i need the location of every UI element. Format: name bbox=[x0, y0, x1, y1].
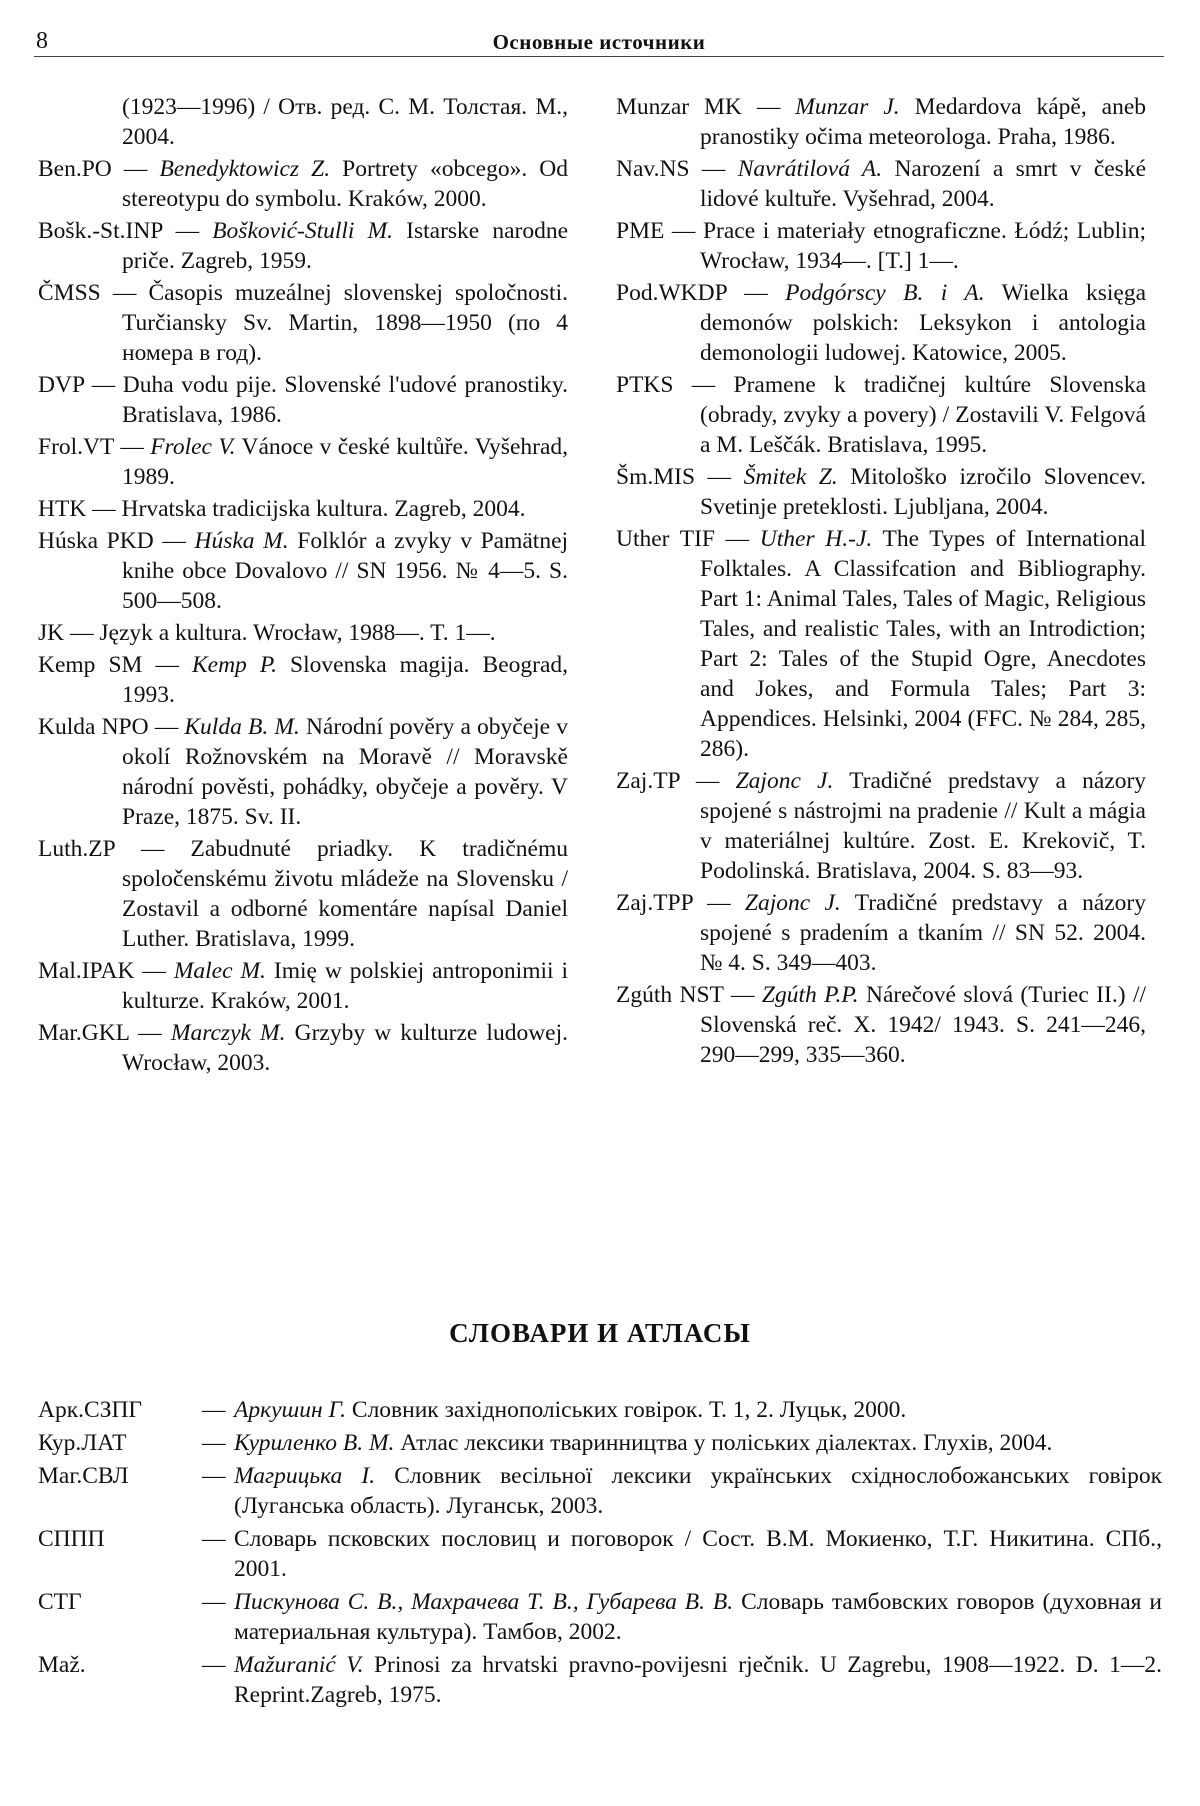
page-number: 8 bbox=[36, 28, 48, 54]
entry-abbreviation: Zaj.TPP bbox=[616, 890, 693, 916]
entry-abbreviation: Nav.NS bbox=[616, 156, 690, 182]
entry-text: Medardova kápě, aneb pranostiky očima meteorologa. Praha, 1986. bbox=[700, 94, 1147, 150]
dictionary-entry bbox=[38, 1524, 1162, 1584]
entry-text: The Types of International Folktales. A Classifcation and Bibliography. Part 1: Animal Tales, Tales of Magic, Religious Tales, and realistic Tales, with an Introdiction; Part 2: Tales of the Stupid Ogre, Anecdotes and Jokes, and Formula Tales; Part 3: Appendices. Helsinki, 2004 (FFC. № 284, 285, 286). bbox=[700, 526, 1146, 762]
running-head: Основные источники bbox=[492, 30, 706, 54]
entry-abbreviation: Mar.GKL bbox=[38, 1020, 130, 1046]
dict-author: Пискунова С. В., Махрачева Т. В., Губарева В. В. bbox=[234, 1589, 734, 1615]
bib-entry: Šm.MIS — Šmitek Z. Mitološko izročilo Slovencev. Svetinje preteklosti. Ljubljana, 2004. bbox=[616, 464, 1147, 520]
entry-text: Národní pověry a obyčeje v okolí Rožnovském na Moravě // Moravskě národní pověsti, pohádky, obyčeje a pověry. V Praze, 1875. Sv. II. bbox=[122, 714, 569, 830]
bib-entry: Ben.PO — Benedyktowicz Z. Portrety «obcego». Od stereotypu do symbolu. Kraków, 2000. bbox=[38, 156, 568, 212]
dict-text: Словарь псковских пословиц и поговорок / Сост. В.М. Мокиенко, Т.Г. Никитина. СПб., 2001. bbox=[234, 1526, 1162, 1582]
bib-entry bbox=[38, 92, 568, 152]
bib-entry: Zgúth NST — Zgúth P.P. Nárečové slová (Turiec II.) // Slovenská reč. X. 1942/ 1943. S. 241—246, 290—299, 335—360. bbox=[616, 982, 1147, 1068]
dict-text: Атлас лексики тваринництва у поліських діалектах. Глухів, 2004. bbox=[400, 1430, 1053, 1456]
page-header bbox=[34, 28, 1164, 57]
dict-dash: — bbox=[202, 1526, 226, 1552]
bib-entry: DVP — Duha vodu pije. Slovenské l'udové pranostiky. Bratislava, 1986. bbox=[38, 372, 568, 428]
bib-entry: PTKS — Pramene k tradičnej kultúre Slovenska (obrady, zvyky a povery) / Zostavili V. Felgová a M. Leščák. Bratislava, 1995. bbox=[616, 372, 1146, 458]
dictionary-entry bbox=[38, 1428, 1162, 1458]
dict-dash: — bbox=[202, 1463, 226, 1489]
dict-text-block bbox=[234, 1650, 1162, 1710]
bib-entry: Kemp SM — Kemp P. Slovenska magija. Beograd, 1993. bbox=[38, 652, 569, 708]
entry-abbreviation: Zaj.TP bbox=[616, 768, 680, 794]
dictionary-list bbox=[38, 1395, 1162, 1713]
dict-abbreviation: СППП bbox=[38, 1526, 105, 1552]
dict-text-block bbox=[234, 1587, 1162, 1647]
entry-abbreviation: DVP bbox=[38, 372, 85, 398]
bib-entry: Mar.GKL — Marczyk M. Grzyby w kulturze ludowej. Wrocław, 2003. bbox=[38, 1020, 569, 1076]
entry-text: (1923—1996) / Отв. ред. С. М. Толстая. М., 2004. bbox=[122, 94, 568, 150]
entry-abbreviation: HTK bbox=[38, 496, 87, 522]
dict-text: Словник весільної лексики українських східнослобожанських говірок (Луганська область). Луганськ, 2003. bbox=[234, 1463, 1162, 1519]
dict-author: Куриленко В. М. bbox=[234, 1430, 395, 1456]
dict-text: Prinosi za hrvatski pravno-povijesni rječnik. U Zagrebu, 1908—1922. D. 1—2. Reprint.Zagreb, 1975. bbox=[234, 1652, 1162, 1708]
dict-author: Магрицька І. bbox=[234, 1463, 376, 1489]
entry-text: Folklór a zvyky v Pamätnej knihe obce Dovalovo // SN 1956. № 4—5. S. 500—508. bbox=[122, 528, 569, 614]
entry-text: Hrvatska tradicijska kultura. Zagreb, 2004. bbox=[121, 496, 526, 522]
dict-text: Словник західнополіських говірок. Т. 1, 2. Луцьк, 2000. bbox=[351, 1397, 907, 1423]
entry-abbreviation: Ben.PO bbox=[38, 156, 112, 182]
entry-author: Navrátilová A. bbox=[737, 156, 883, 182]
bib-entry: Húska PKD — Húska M. Folklór a zvyky v Pamätnej knihe obce Dovalovo // SN 1956. № 4—5. S. 500—508. bbox=[38, 528, 569, 614]
entry-abbreviation: Kulda NPO bbox=[38, 714, 149, 740]
dictionary-entry bbox=[38, 1650, 1162, 1710]
dict-abbreviation: Арк.СЗПГ bbox=[38, 1397, 143, 1423]
bib-entry: Zaj.TPP — Zajonc J. Tradičné predstavy a názory spojené s pradením a tkaním // SN 52. 2004. № 4. S. 349—403. bbox=[616, 890, 1147, 976]
entry-text: Zabudnuté priadky. K tradičnému spoločenskému životu mládeže na Slovensku / Zostavil a odborné komentáre napísal Daniel Luther. Bratislava, 1999. bbox=[122, 836, 568, 952]
entry-abbreviation: Pod.WKDP bbox=[616, 280, 727, 306]
bib-entry: JK — Język a kultura. Wrocław, 1988—. T. 1—. bbox=[38, 620, 496, 646]
dict-abbreviation: СТГ bbox=[38, 1589, 82, 1615]
dict-dash: — bbox=[202, 1430, 226, 1456]
entry-author: Kulda B. M. bbox=[184, 714, 300, 740]
entry-abbreviation: Bošk.-St.INP bbox=[38, 218, 163, 244]
section-title: СЛОВАРИ И АТЛАСЫ bbox=[449, 1318, 751, 1348]
entry-abbreviation: Mal.IPAK bbox=[38, 958, 135, 984]
entry-author: Zgúth P.P. bbox=[761, 982, 859, 1008]
entry-author: Benedyktowicz Z. bbox=[159, 156, 331, 182]
entry-abbreviation: ČMSS bbox=[38, 280, 101, 306]
entry-text: Wielka księga demonów polskich: Leksykon i antologia demonologii ludowej. Katowice, 2005. bbox=[700, 280, 1147, 366]
dict-text-block bbox=[234, 1524, 1162, 1584]
bib-entry: Nav.NS — Navrátilová A. Narození a smrt v české lidové kultuře. Vyšehrad, 2004. bbox=[616, 156, 1147, 212]
entry-abbreviation: Uther TIF bbox=[616, 526, 715, 552]
entry-text: Narození a smrt v české lidové kultuře. Vyšehrad, 2004. bbox=[700, 156, 1147, 212]
entry-text: Časopis muzeálnej slovenskej spoločnosti. Turčiansky Sv. Martin, 1898—1950 (по 4 номера в год). bbox=[122, 280, 568, 366]
entry-abbreviation: PTKS bbox=[616, 372, 674, 398]
dict-text-block bbox=[234, 1395, 1162, 1425]
entry-text: Slovenska magija. Beograd, 1993. bbox=[122, 652, 569, 708]
dict-dash: — bbox=[202, 1652, 226, 1678]
bib-entry: Mal.IPAK — Malec M. Imię w polskiej antroponimii i kulturze. Kraków, 2001. bbox=[38, 958, 569, 1014]
dict-text: Словарь тамбовских говоров (духовная и материальная культура). Тамбов, 2002. bbox=[234, 1589, 1162, 1645]
dict-author: Аркушин Г. bbox=[234, 1397, 347, 1423]
bib-entry: Uther TIF — Uther H.-J. The Types of International Folktales. A Classifcation and Bibliography. Part 1: Animal Tales, Tales of Magic, Religious Tales, and realistic Tales, with an Introdiction; Part 2: Tales of the Stupid Ogre, Anecdotes and Jokes, and Formula Tales; Part 3: Appendices. Helsinki, 2004 (FFC. № 284, 285, 286). bbox=[616, 526, 1146, 762]
dictionary-entry bbox=[38, 1587, 1162, 1647]
entry-author: Munzar J. bbox=[795, 94, 900, 120]
dict-dash: — bbox=[202, 1397, 226, 1423]
entry-author: Zajonc J. bbox=[735, 768, 834, 794]
entry-author: Kemp P. bbox=[191, 652, 278, 678]
dict-abbreviation: Кур.ЛАТ bbox=[38, 1430, 127, 1456]
entry-text: Portrety «obcego». Od stereotypu do symbolu. Kraków, 2000. bbox=[122, 156, 568, 212]
entry-author: Šmitek Z. bbox=[743, 464, 838, 490]
bib-entry: ČMSS — Časopis muzeálnej slovenskej spoločnosti. Turčiansky Sv. Martin, 1898—1950 (по 4 номера в год). bbox=[38, 280, 568, 366]
entry-text: Mitološko izročilo Slovencev. Svetinje preteklosti. Ljubljana, 2004. bbox=[700, 464, 1147, 520]
entry-abbreviation: Šm.MIS bbox=[616, 464, 696, 490]
left-column bbox=[38, 92, 568, 1080]
entry-text: Pramene k tradičnej kultúre Slovenska (obrady, zvyky a povery) / Zostavili V. Felgová a M. Leščák. Bratislava, 1995. bbox=[700, 372, 1146, 458]
entry-abbreviation: PME bbox=[616, 218, 665, 244]
entry-abbreviation: Munzar MK bbox=[616, 94, 742, 120]
dict-abbreviation: Maž. bbox=[38, 1652, 86, 1678]
entry-text: Język a kultura. Wrocław, 1988—. T. 1—. bbox=[99, 620, 496, 646]
entry-abbreviation: Luth.ZP bbox=[38, 836, 115, 862]
dict-text-block bbox=[234, 1461, 1162, 1521]
bib-entry: Zaj.TP — Zajonc J. Tradičné predstavy a názory spojené s nástrojmi na pradenie // Kult a mágia v materiálnej kultúre. Zost. E. Krekovič, T. Podolinská. Bratislava, 2004. S. 83—93. bbox=[616, 768, 1147, 884]
entry-author: Húska M. bbox=[194, 528, 289, 554]
entry-text: Istarske narodne priče. Zagreb, 1959. bbox=[122, 218, 569, 274]
entry-author: Zajonc J. bbox=[744, 890, 841, 916]
bib-entry: Frol.VT — Frolec V. Vánoce v české kultůře. Vyšehrad, 1989. bbox=[38, 434, 569, 490]
entry-text: Prace i materiały etnograficzne. Łódź; Lublin; Wrocław, 1934—. [T.] 1—. bbox=[700, 218, 1146, 274]
entry-text: Tradičné predstavy a názory spojené s nástrojmi na pradenie // Kult a mágia v materiálnej kultúre. Zost. E. Krekovič, T. Podolinská. Bratislava, 2004. S. 83—93. bbox=[700, 768, 1147, 884]
entry-abbreviation: JK bbox=[38, 620, 65, 646]
entry-text: Grzyby w kulturze ludowej. Wrocław, 2003. bbox=[122, 1020, 569, 1076]
dictionary-entry bbox=[38, 1461, 1162, 1521]
bib-entry: Bošk.-St.INP — Bošković-Stulli M. Istarske narodne priče. Zagreb, 1959. bbox=[38, 218, 569, 274]
right-column bbox=[616, 92, 1146, 1072]
entry-text: Imię w polskiej antroponimii i kulturze. Kraków, 2001. bbox=[122, 958, 569, 1014]
dict-dash: — bbox=[202, 1589, 226, 1615]
bib-entry: Munzar MK — Munzar J. Medardova kápě, aneb pranostiky očima meteorologa. Praha, 1986. bbox=[616, 94, 1147, 150]
bib-entry: Luth.ZP — Zabudnuté priadky. K tradičnému spoločenskému životu mládeže na Slovensku / Zostavil a odborné komentáre napísal Daniel Luther. Bratislava, 1999. bbox=[38, 836, 568, 952]
entry-author: Bošković-Stulli M. bbox=[212, 218, 394, 244]
entry-text: Duha vodu pije. Slovenské l'udové pranostiky. Bratislava, 1986. bbox=[122, 372, 568, 428]
entry-author: Podgórscy B. i A. bbox=[785, 280, 985, 306]
entry-text: Nárečové slová (Turiec II.) // Slovenská reč. X. 1942/ 1943. S. 241—246, 290—299, 335—360. bbox=[700, 982, 1147, 1068]
entry-author: Malec M. bbox=[173, 958, 266, 984]
bib-entry: PME — Prace i materiały etnograficzne. Łódź; Lublin; Wrocław, 1934—. [T.] 1—. bbox=[616, 218, 1146, 274]
entry-abbreviation: Húska PKD bbox=[38, 528, 154, 554]
bib-entry: Pod.WKDP — Podgórscy B. i A. Wielka księga demonów polskich: Leksykon i antologia demonologii ludowej. Katowice, 2005. bbox=[616, 280, 1147, 366]
dictionary-entry bbox=[38, 1395, 1162, 1425]
dict-text-block bbox=[234, 1428, 1162, 1458]
bib-entry: HTK — Hrvatska tradicijska kultura. Zagreb, 2004. bbox=[38, 496, 526, 522]
entry-text: Tradičné predstavy a názory spojené s pradením a tkaním // SN 52. 2004. № 4. S. 349—403. bbox=[700, 890, 1147, 976]
dict-author: Mažuranić V. bbox=[234, 1652, 364, 1678]
dict-abbreviation: Маг.СВЛ bbox=[38, 1463, 129, 1489]
bibliography-columns bbox=[38, 92, 1162, 1257]
entry-abbreviation: Zgúth NST bbox=[616, 982, 724, 1008]
entry-author: Uther H.-J. bbox=[759, 526, 873, 552]
bib-entry: Kulda NPO — Kulda B. M. Národní pověry a obyčeje v okolí Rožnovském na Moravě // Moravskě národní pověsti, pohádky, obyčeje a pověry. V Praze, 1875. Sv. II. bbox=[38, 714, 569, 830]
entry-text: Vánoce v české kultůře. Vyšehrad, 1989. bbox=[122, 434, 569, 490]
entry-author: Marczyk M. bbox=[170, 1020, 286, 1046]
entry-abbreviation: Frol.VT bbox=[38, 434, 114, 460]
entry-abbreviation: Kemp SM bbox=[38, 652, 143, 678]
entry-author: Frolec V. bbox=[150, 434, 236, 460]
